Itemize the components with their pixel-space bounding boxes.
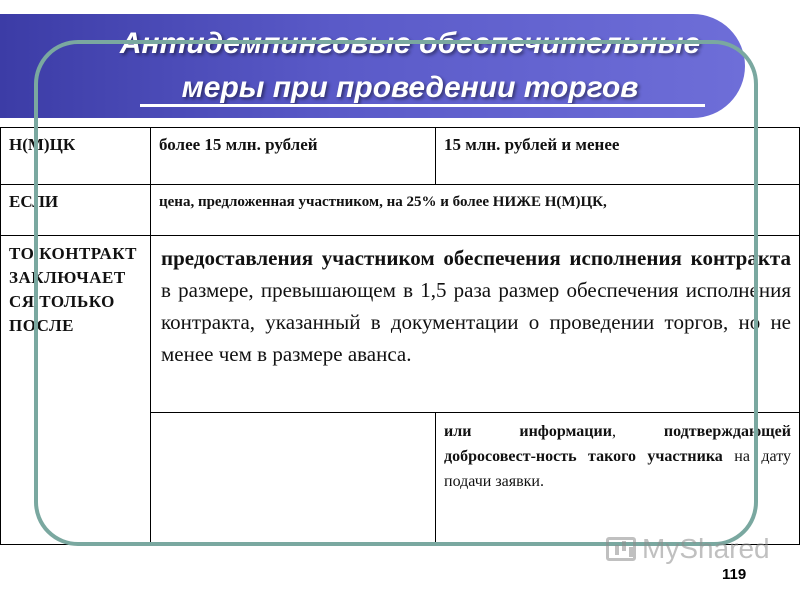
security-requirement-bold: предоставления участником обеспечения исполнения контракта bbox=[161, 246, 791, 270]
page-number: 119 bbox=[722, 566, 747, 583]
cell-security-requirement bbox=[151, 236, 800, 413]
measures-table bbox=[0, 127, 800, 545]
cell-nmck-label: Н(М)ЦК bbox=[1, 128, 151, 185]
title-underline bbox=[140, 104, 705, 107]
alternative-bold-1: или информации bbox=[444, 423, 612, 440]
title-line-1: Антидемпинговые обеспечительные bbox=[119, 27, 701, 60]
alternative-bold-2: подтверждающей добросовест-ность такого участника bbox=[444, 423, 791, 465]
watermark-text: MyShared bbox=[642, 533, 770, 564]
table-row-if bbox=[1, 185, 800, 236]
alternative-text-2: на дату подачи заявки. bbox=[444, 448, 791, 490]
chart-icon bbox=[606, 537, 636, 561]
cell-alternative bbox=[436, 413, 800, 545]
security-requirement-rest: в размере, превышающем в 1,5 раза размер обеспечения исполнения контракта, указанный в документации о проведении торгов, но не менее чем в размере аванса. bbox=[161, 278, 791, 366]
cell-over-15m: более 15 млн. рублей bbox=[151, 128, 436, 185]
cell-if-label: ЕСЛИ bbox=[1, 185, 151, 236]
alternative-text-1: , bbox=[611, 423, 664, 440]
title-line-2: меры при проведении торгов bbox=[181, 71, 639, 104]
table-row-header bbox=[1, 128, 800, 185]
cell-empty bbox=[151, 413, 436, 545]
cell-under-15m: 15 млн. рублей и менее bbox=[436, 128, 800, 185]
table-row-then bbox=[1, 236, 800, 413]
cell-if-condition: цена, предложенная участником, на 25% и более НИЖЕ Н(М)ЦК, bbox=[151, 185, 800, 236]
cell-then-label: ТО КОНТРАКТ ЗАКЛЮЧАЕТ СЯ ТОЛЬКО ПОСЛЕ bbox=[1, 236, 151, 545]
page-title bbox=[60, 22, 760, 110]
watermark bbox=[606, 533, 770, 565]
